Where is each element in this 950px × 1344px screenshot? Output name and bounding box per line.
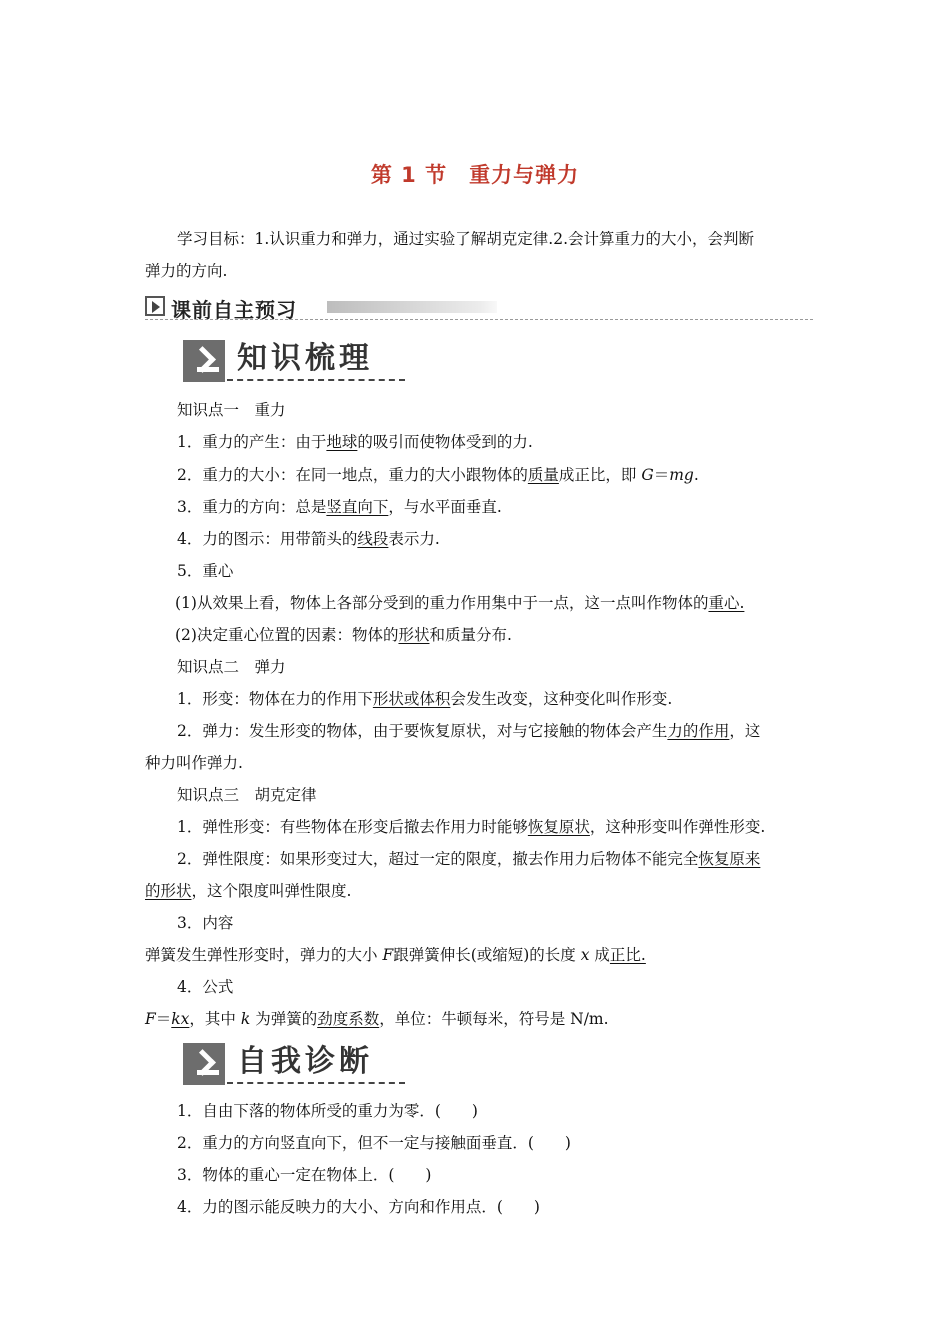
- answer-blank: 劲度系数: [317, 1010, 380, 1028]
- section-header-dashes: [227, 379, 405, 381]
- diagnosis-question: 1．自由下落的物体所受的重力为零．( ): [177, 1102, 478, 1120]
- play-arrow-icon: [145, 296, 165, 316]
- banner-gradient-bar: [327, 301, 497, 313]
- list-item: (2)决定重心位置的因素：物体的形状和质量分布.: [175, 626, 512, 644]
- arrow-icon: [183, 1043, 225, 1085]
- answer-blank: 恢复原来: [698, 850, 761, 868]
- list-item: 3．内容: [177, 914, 234, 932]
- list-item-continuation: 弹簧发生弹性形变时，弹力的大小 F跟弹簧伸长(或缩短)的长度 x 成正比.: [145, 946, 646, 964]
- answer-blank: 力的作用: [667, 722, 730, 740]
- diagnosis-question: 4．力的图示能反映力的大小、方向和作用点．( ): [177, 1198, 540, 1216]
- list-item: (1)从效果上看，物体上各部分受到的重力作用集中于一点，这一点叫作物体的重心.: [175, 594, 745, 612]
- learning-goals-line1: 学习目标：1.认识重力和弹力，通过实验了解胡克定律.2.会计算重力的大小，会判断: [177, 230, 755, 248]
- list-item: 2．弹力：发生形变的物体，由于要恢复原状，对与它接触的物体会产生力的作用，这: [177, 722, 761, 740]
- section-header-label: 自我诊断: [237, 1044, 373, 1079]
- answer-blank: 地球: [326, 433, 358, 451]
- knowledge-heading-3: 知识点三 胡克定律: [177, 786, 317, 804]
- answer-blank: 竖直向下: [326, 498, 389, 516]
- list-item: 5．重心: [177, 562, 234, 580]
- answer-blank: 的形状: [145, 882, 192, 900]
- title-topic: 重力与弹力: [469, 163, 580, 187]
- answer-blank: 恢复原状: [527, 818, 590, 836]
- knowledge-heading-2: 知识点二 弹力: [177, 658, 286, 676]
- answer-blank: kx: [171, 1010, 190, 1028]
- answer-blank: 形状: [398, 626, 430, 644]
- list-item-continuation: 种力叫作弹力.: [145, 754, 243, 772]
- learning-goals-line2: 弹力的方向.: [145, 262, 228, 280]
- list-item: 2．重力的大小：在同一地点，重力的大小跟物体的质量成正比，即 G＝mg.: [177, 466, 699, 484]
- list-item: 1．弹性形变：有些物体在形变后撤去作用力时能够恢复原状，这种形变叫作弹性形变.: [177, 818, 766, 836]
- knowledge-heading-1: 知识点一 重力: [177, 401, 286, 419]
- answer-blank: 线段: [357, 530, 389, 548]
- diagnosis-question: 2．重力的方向竖直向下，但不一定与接触面垂直．( ): [177, 1134, 571, 1152]
- preview-banner-label: 课前自主预习: [171, 298, 297, 322]
- list-item: 1．形变：物体在力的作用下形状或体积会发生改变，这种变化叫作形变.: [177, 690, 673, 708]
- answer-blank: 质量: [527, 466, 559, 484]
- section-header-dashes: [227, 1082, 405, 1084]
- answer-blank: 形状或体积: [372, 690, 451, 708]
- arrow-icon: [183, 340, 225, 382]
- diagnosis-question: 3．物体的重心一定在物体上．( ): [177, 1166, 432, 1184]
- list-item: 1．重力的产生：由于地球的吸引而使物体受到的力.: [177, 433, 533, 451]
- formula-line: F＝kx，其中 k 为弹簧的劲度系数，单位：牛顿每米，符号是 N/m.: [145, 1010, 609, 1028]
- section-header-label: 知识梳理: [237, 341, 373, 376]
- list-item: 3．重力的方向：总是竖直向下，与水平面垂直.: [177, 498, 502, 516]
- answer-blank: 正比.: [609, 946, 646, 964]
- list-item: 2．弹性限度：如果形变过大，超过一定的限度，撤去作用力后物体不能完全恢复原来: [177, 850, 761, 868]
- title-section-number: 第 1 节: [370, 163, 448, 187]
- page-title: [0, 159, 950, 189]
- list-item: 4．公式: [177, 978, 234, 996]
- list-item: 4．力的图示：用带箭头的线段表示力.: [177, 530, 440, 548]
- section-header-knowledge: [183, 340, 413, 386]
- banner-divider: [145, 319, 813, 320]
- section-header-diagnosis: [183, 1043, 413, 1089]
- preview-banner: [145, 293, 813, 323]
- list-item-continuation: 的形状，这个限度叫弹性限度.: [145, 882, 352, 900]
- answer-blank: 重心.: [708, 594, 745, 612]
